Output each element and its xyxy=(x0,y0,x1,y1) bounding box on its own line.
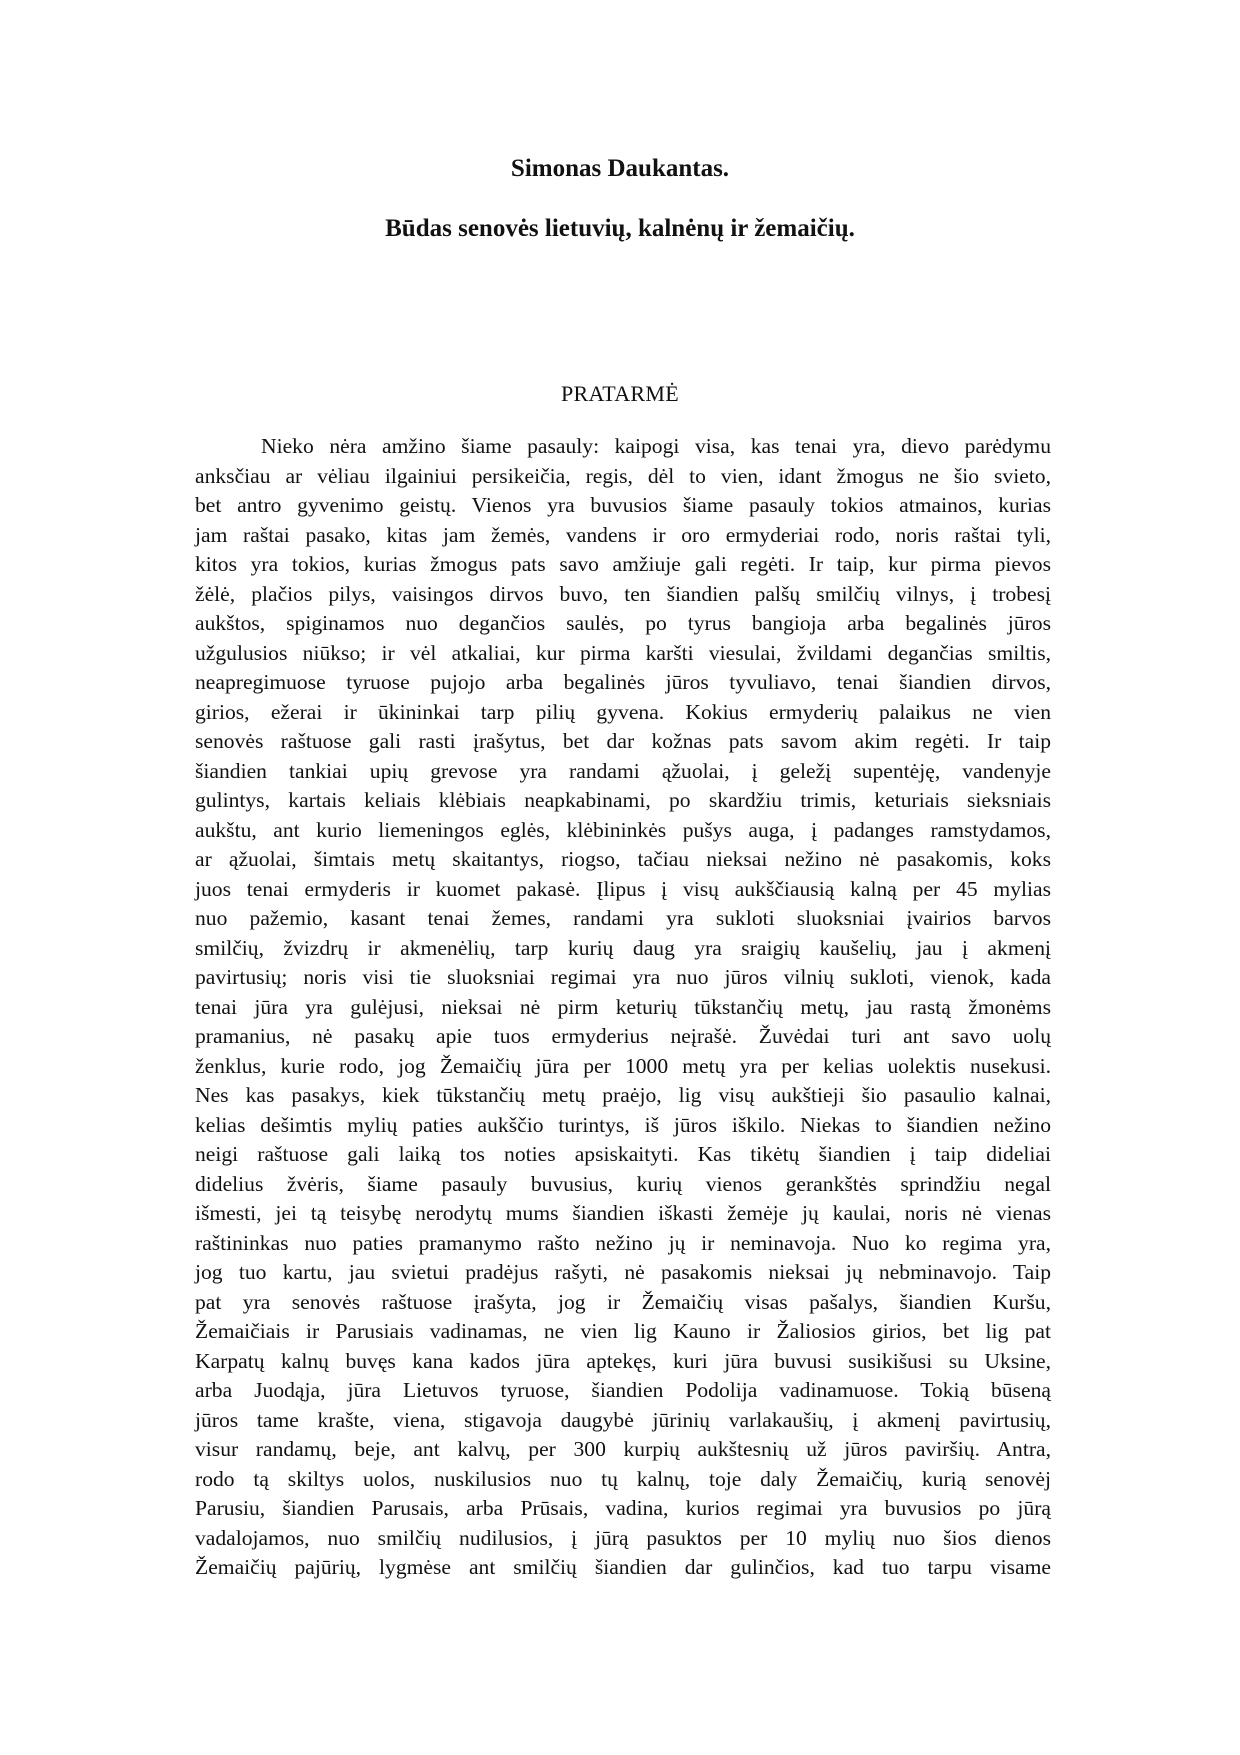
text-line: didelius žvėris, šiame pasauly buvusius, kurių vienos gerankštės sprindžiu negal xyxy=(195,1171,1051,1196)
text-line: visur randamų, beje, ant kalvų, per 300 kurpių aukštesnių už jūros paviršių. Antra, xyxy=(195,1437,1051,1461)
text-line: užgulusios niūkso; ir vėl atkaliai, kur pirma karšti viesulai, žvildami degančias smiltis, xyxy=(195,640,1051,665)
text-line: Parusiu, šiandien Parusais, arba Prūsais, vadina, kurios regimai yra buvusios po jūrą xyxy=(195,1496,1051,1520)
text-line: juos tenai ermyderis ir kuomet pakasė. Įlipus į visų aukščiausią kalną per 45 mylias xyxy=(195,876,1051,901)
text-line: Karpatų kalnų buvęs kana kados jūra aptekęs, kuri jūra buvusi susikišusi su Uksine, xyxy=(195,1348,1051,1373)
text-line: Nieko nėra amžino šiame pasauly: kaipogi visa, kas tenai yra, dievo parėdymu xyxy=(261,434,1051,458)
text-line: ar ąžuolai, šimtais metų skaitantys, riogso, tačiau nieksai nežino nė pasakomis, koks xyxy=(195,847,1051,871)
text-line: bet antro gyvenimo geistų. Vienos yra buvusios šiame pasauly tokios atmainos, kurias xyxy=(195,493,1051,517)
text-line: šiandien tankiai upių grevose yra randami ąžuolai, į geležį supentėję, vandenyje xyxy=(195,758,1051,783)
text-line: jam raštai pasako, kitas jam žemės, vandens ir oro ermyderiai rodo, noris raštai tyli, xyxy=(195,522,1051,547)
text-line: jog tuo kartu, jau svietui pradėjus rašyti, nė pasakomis nieksai jų nebminavojo. Taip xyxy=(195,1260,1051,1284)
work-title: Būdas senovės lietuvių, kalnėnų ir žemaičių. xyxy=(385,215,855,242)
author-title: Simonas Daukantas. xyxy=(510,155,730,182)
text-line: Nes kas pasakys, kiek tūkstančių metų praėjo, lig visų aukštieji šio pasaulio kalnai, xyxy=(195,1083,1051,1107)
text-line: arba Juodąja, jūra Lietuvos tyruose, šiandien Podolija vadinamuose. Tokią būseną xyxy=(195,1378,1051,1402)
text-line: Žemaičiais ir Parusiais vadinamas, ne vien lig Kauno ir Žaliosios girios, bet lig pat xyxy=(195,1319,1051,1343)
text-line: senovės raštuose gali rasti įrašytus, bet dar kožnas pats savom akim regėti. Ir taip xyxy=(195,729,1051,753)
text-line: neapregimuose tyruose pujojo arba begalinės jūros tyvuliavo, tenai šiandien dirvos, xyxy=(195,670,1051,694)
text-line: girios, ežerai ir ūkininkai tarp pilių gyvena. Kokius ermyderių palaikus ne vien xyxy=(195,699,1051,724)
text-line: pramanius, nė pasakų apie tuos ermyderius neįrašė. Žuvėdai turi ant savo uolų xyxy=(195,1024,1051,1048)
text-line: smilčių, žvizdrų ir akmenėlių, tarp kurių daug yra sraigių kaušelių, jau į akmenį xyxy=(195,935,1051,960)
text-line: rodo tą skiltys uolos, nuskilusios nuo tų kalnų, toje daly Žemaičių, kurią senovėj xyxy=(195,1466,1051,1491)
text-line: kelias dešimtis mylių paties aukščio turintys, iš jūros iškilo. Niekas to šiandien nežino xyxy=(195,1112,1051,1137)
text-line: kitos yra tokios, kurias žmogus pats savo amžiuje gali regėti. Ir taip, kur pirma pievos xyxy=(195,552,1051,576)
text-line: išmesti, jei tą teisybę nerodytų mums šiandien iškasti žemėje jų kaulai, noris nė vienas xyxy=(195,1201,1051,1225)
body-paragraph xyxy=(195,432,1051,1583)
text-line: aukštos, spiginamos nuo degančios saulės, po tyrus bangioja arba begalinės jūros xyxy=(195,611,1051,635)
text-line: anksčiau ar vėliau ilgainiui persikeičia, regis, dėl to vien, idant žmogus ne šio svieto, xyxy=(195,463,1051,488)
text-line: žėlė, plačios pilys, vaisingos dirvos buvo, ten šiandien palšų smilčių vilnys, į trobesį xyxy=(195,581,1051,606)
text-line: ženklus, kurie rodo, jog Žemaičių jūra per 1000 metų yra per kelias uolektis nusekusi. xyxy=(195,1053,1051,1078)
text-line: raštininkas nuo paties pramanymo rašto nežino jų ir neminavoja. Nuo ko regima yra, xyxy=(195,1230,1051,1255)
text-line: nuo pažemio, kasant tenai žemes, randami yra sukloti sluoksniai įvairios barvos xyxy=(195,906,1051,930)
text-line: aukštu, ant kurio liemeningos eglės, klėbininkės pušys auga, į padanges ramstydamos, xyxy=(195,817,1051,842)
text-line: gulintys, kartais keliais klėbiais neapkabinami, po skardžiu trimis, keturiais sieksniais xyxy=(195,788,1051,812)
text-line: pat yra senovės raštuose įrašyta, jog ir Žemaičių visas pašalys, šiandien Kuršu, xyxy=(195,1289,1051,1314)
text-line: pavirtusių; noris visi tie sluoksniai regimai yra nuo jūros vilnių sukloti, vienok, kada xyxy=(195,965,1051,989)
text-line: vadalojamos, nuo smilčių nudilusios, į jūrą pasuktos per 10 mylių nuo šios dienos xyxy=(195,1525,1051,1550)
text-line: tenai jūra yra gulėjusi, nieksai nė pirm keturių tūkstančių metų, jau rastą žmonėms xyxy=(195,994,1051,1019)
text-line: neigi raštuose gali laiką tos noties apsiskaityti. Kas tikėtų šiandien į taip dideliai xyxy=(195,1142,1051,1166)
text-line: Žemaičių pajūrių, lygmėse ant smilčių šiandien dar gulinčios, kad tuo tarpu visame xyxy=(195,1555,1051,1579)
section-heading: PRATARMĖ xyxy=(561,381,679,406)
text-line: jūros tame krašte, viena, stigavoja daugybė jūrinių varlakaušių, į akmenį pavirtusių, xyxy=(195,1407,1051,1432)
